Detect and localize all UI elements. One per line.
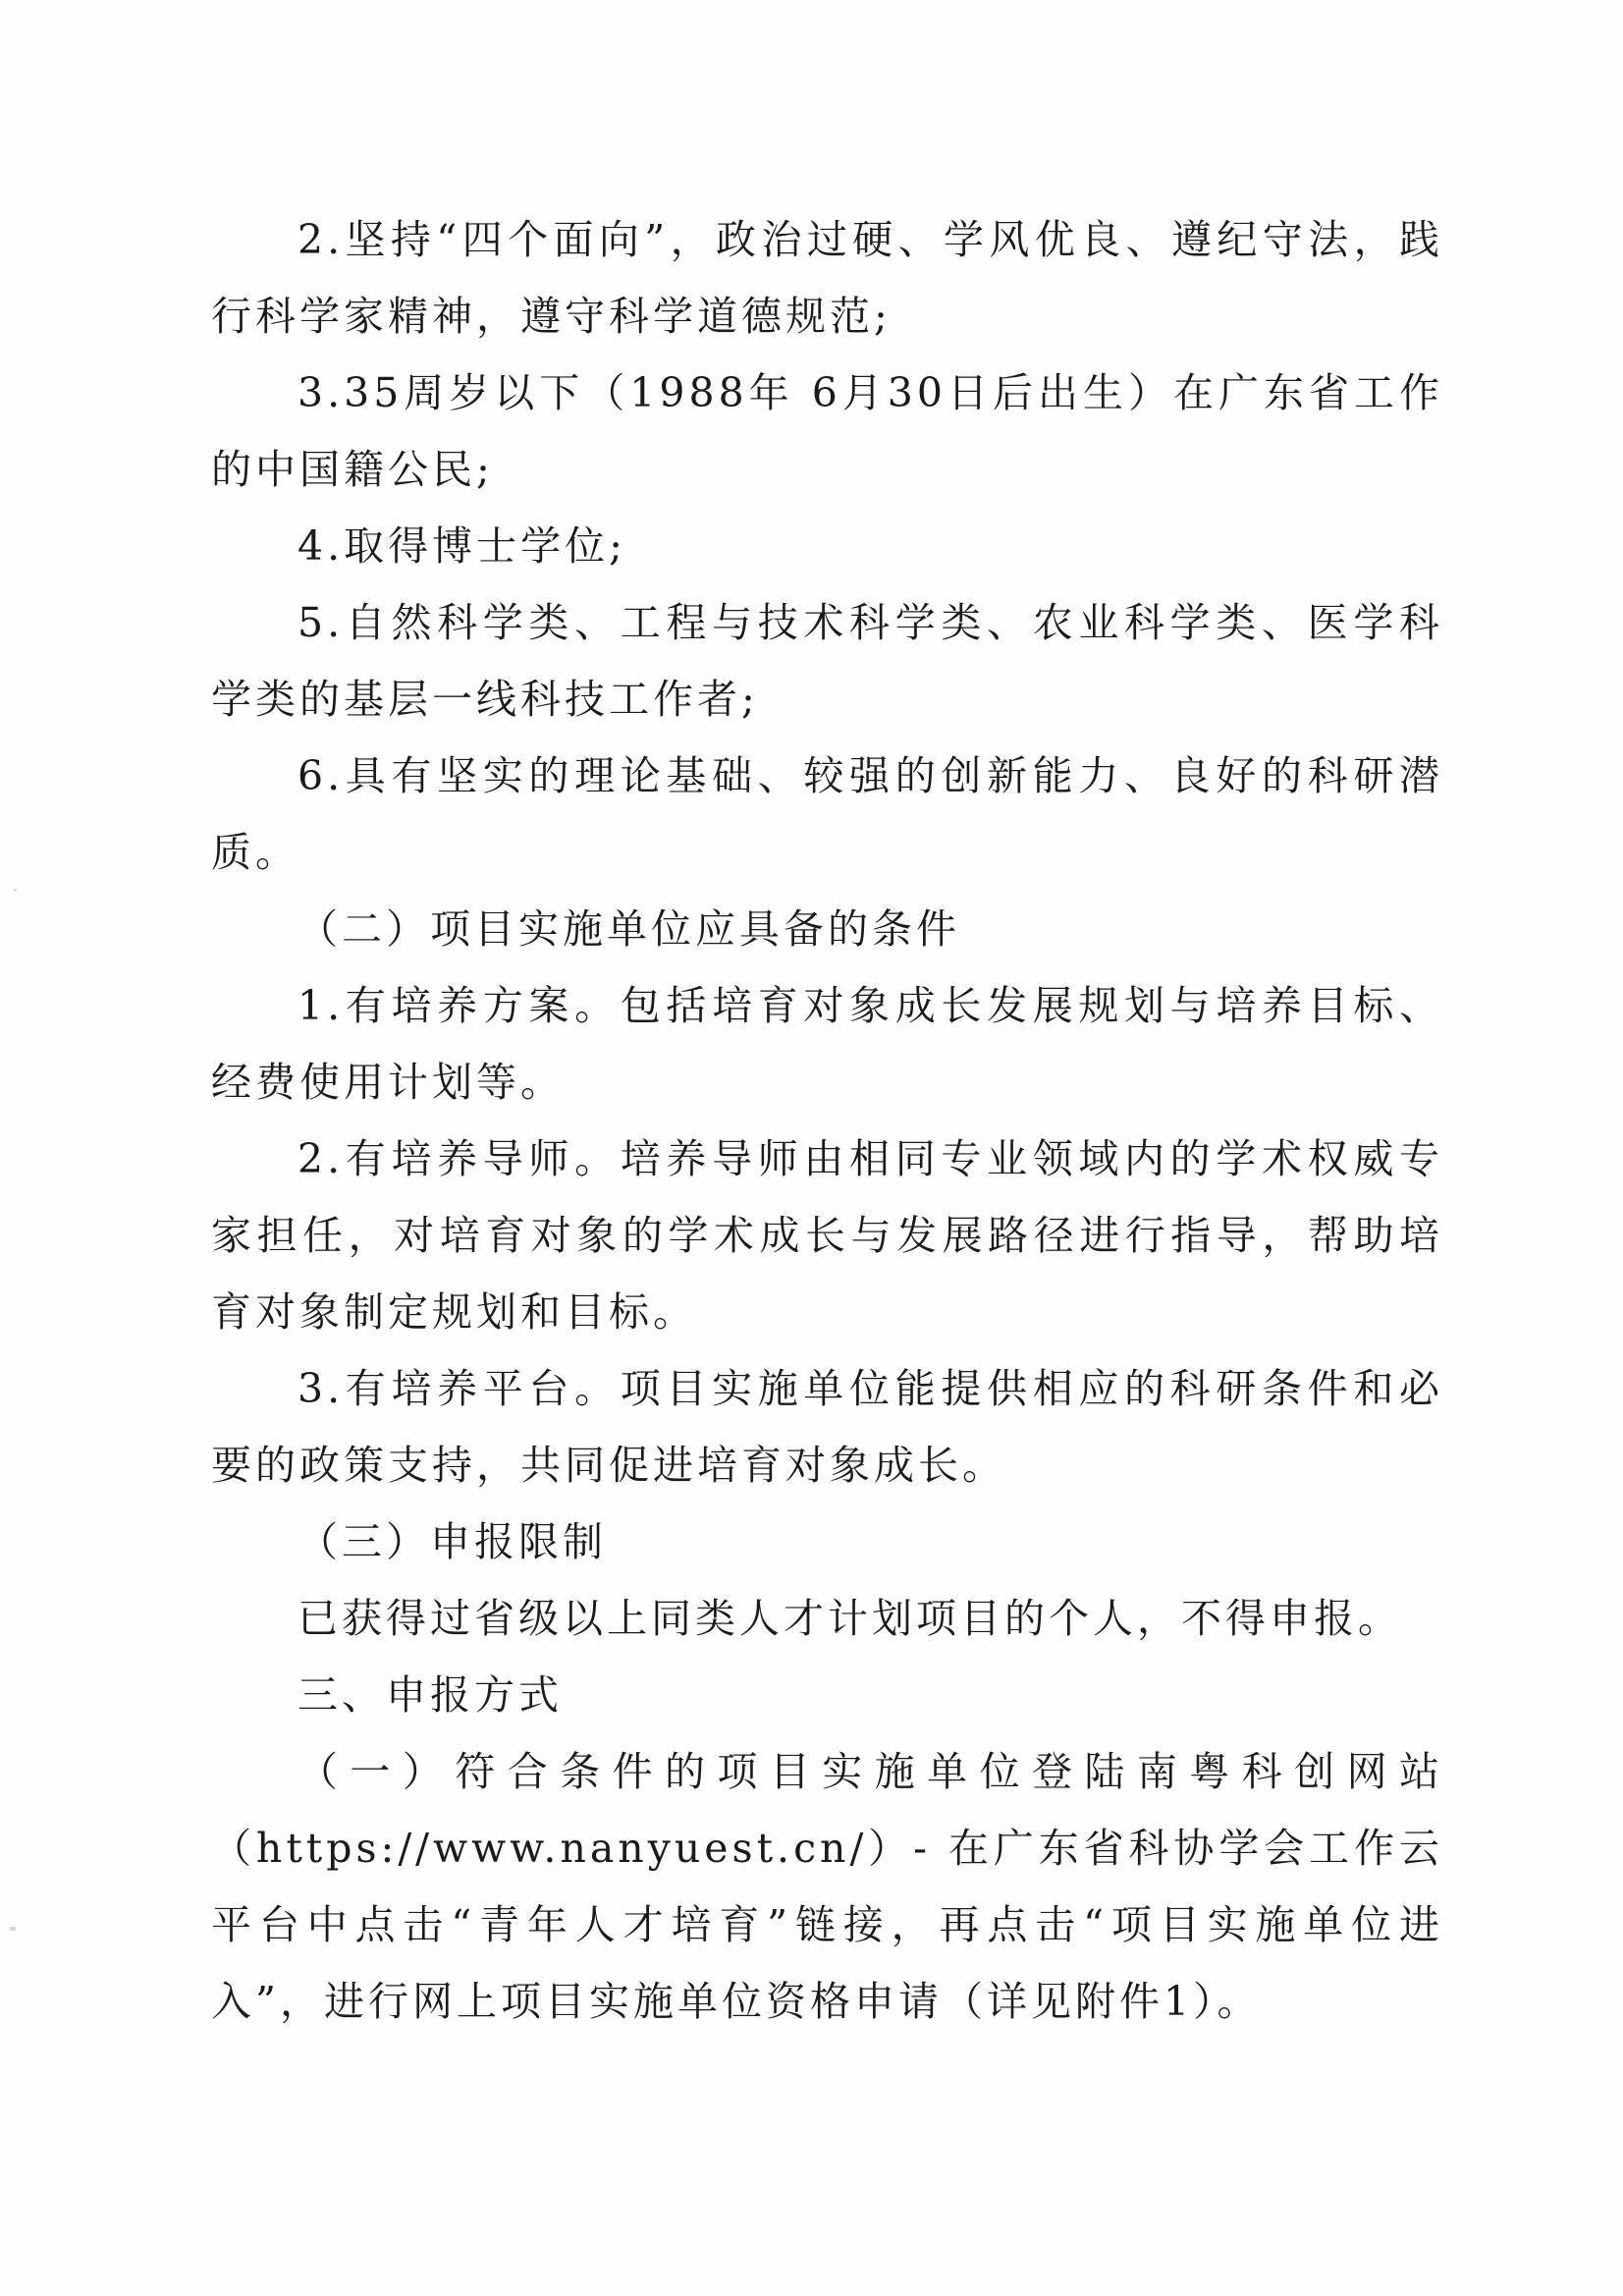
paragraph-restriction: 已获得过省级以上同类人才计划项目的个人，不得申报。 xyxy=(298,1595,1402,1642)
paragraph-condition-5: 5.自然科学类、工程与技术科学类、农业科学类、医学科学类的基层一线科技工作者; xyxy=(211,599,1443,723)
paragraph-unit-condition-2: 2.有培养导师。培养导师由相同专业领域内的学术权威专家担任，对培育对象的学术成长与发展路径进行指导，帮助培育对象制定规划和目标。 xyxy=(211,1135,1443,1336)
paragraph-condition-2: 2.坚持“四个面向”，政治过硬、学风优良、遵纪守法，践行科学家精神，遵守科学道德规范; xyxy=(211,216,1443,340)
scan-artifact xyxy=(10,1927,16,1931)
paragraph-application-method-1: （一）符合条件的项目实施单位登陆南粤科创网站（https://www.nanyuest.cn/）- 在广东省科协学会工作云平台中点击“青年人才培育”链接，再点击“项目实施单位进入”，进行网上项目实施单位资格申请（详见附件1）。 xyxy=(211,1748,1443,2025)
paragraph-unit-condition-1: 1.有培养方案。包括培育对象成长发展规划与培养目标、经费使用计划等。 xyxy=(211,982,1443,1106)
paragraph-condition-3: 3.35周岁以下（1988年 6月30日后出生）在广东省工作的中国籍公民; xyxy=(211,369,1443,493)
section-heading-application-method: 三、申报方式 xyxy=(298,1671,563,1719)
paragraph-unit-condition-3: 3.有培养平台。项目实施单位能提供相应的科研条件和必要的政策支持，共同促进培育对象成长。 xyxy=(211,1365,1443,1489)
paragraph-condition-6: 6.具有坚实的理论基础、较强的创新能力、良好的科研潜质。 xyxy=(211,752,1443,876)
paragraph-condition-4: 4.取得博士学位; xyxy=(298,522,626,570)
scan-artifact xyxy=(14,889,17,892)
document-body xyxy=(211,201,1443,2040)
section-heading-unit-conditions: （二）项目实施单位应具备的条件 xyxy=(298,905,960,953)
section-heading-restrictions: （三）申报限制 xyxy=(298,1518,607,1565)
